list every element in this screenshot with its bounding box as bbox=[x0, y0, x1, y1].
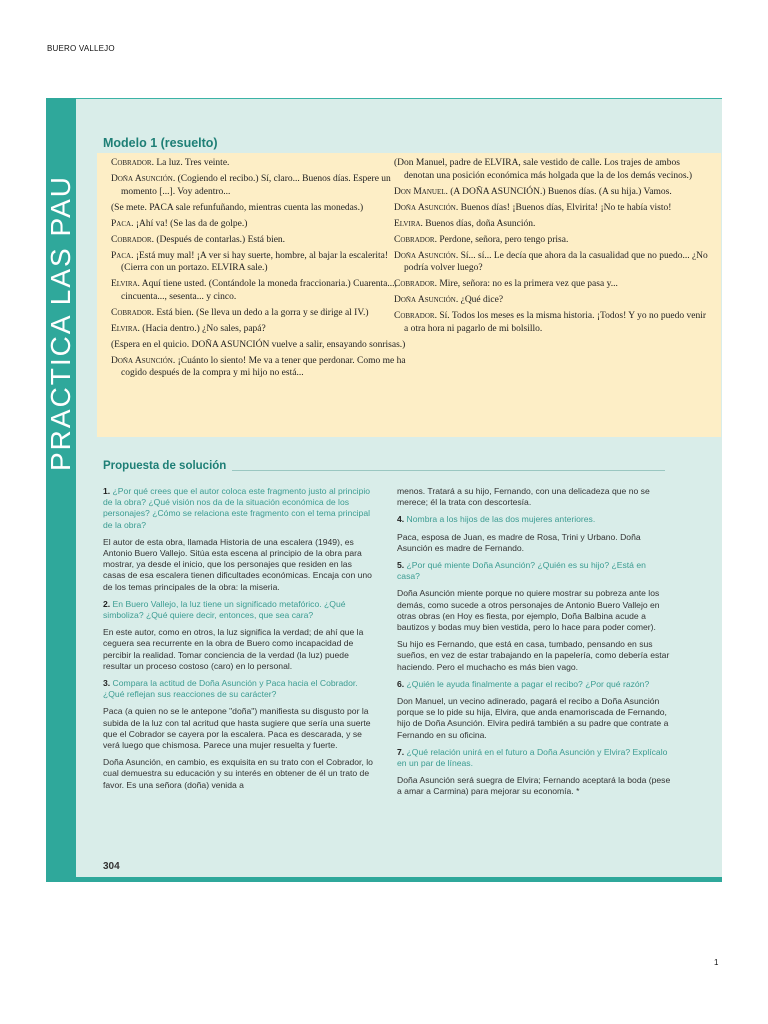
dialogue-text: Buenos días! ¡Buenos días, Elvirita! ¡No te había visto! bbox=[458, 202, 672, 213]
answer-paragraph: Doña Asunción, en cambio, es exquisita en su trato con el Cobrador, lo cual demuestra su educación y su interés en obtener de él un trato de favor. Es una señora (doña) venida a bbox=[103, 757, 373, 790]
running-header: BUERO VALLEJO bbox=[47, 44, 115, 53]
textbook-page bbox=[46, 98, 722, 882]
speaker-name: Cobrador. bbox=[394, 311, 437, 321]
question bbox=[397, 679, 671, 690]
question bbox=[397, 514, 671, 525]
speaker-name: Cobrador. bbox=[111, 158, 154, 168]
dialogue-box bbox=[97, 153, 721, 437]
question-number: 1. bbox=[103, 486, 111, 496]
dialogue-text: Buenos días, doña Asunción. bbox=[422, 218, 536, 229]
answers-right-column bbox=[397, 486, 671, 804]
speaker-name: Doña Asunción. bbox=[111, 355, 176, 366]
question-number: 3. bbox=[103, 678, 111, 689]
answer-paragraph: Su hijo es Fernando, que está en casa, tumbado, pensando en sus sueños, en vez de estar trabajando en la papelería, como debería estar haciendo. Pero el muchacho es más bien vago. bbox=[397, 639, 670, 672]
speaker-name: Paca. bbox=[111, 250, 134, 261]
dialogue-text: (A DOÑA ASUNCIÓN.) Buenos días. (A su hija.) Vamos. bbox=[447, 186, 672, 197]
question-number: 4. bbox=[397, 514, 405, 525]
dialogue-text: (Cogiendo el recibo.) Sí, claro... Buenos días. Espere un momento [...]. Voy adentro... bbox=[121, 174, 391, 197]
dialogue-text: ¿Qué dice? bbox=[458, 295, 504, 305]
dialogue-line bbox=[111, 173, 411, 198]
dialogue-line bbox=[394, 186, 712, 199]
dialogue-line bbox=[394, 218, 712, 231]
answer-paragraph: Don Manuel, un vecino adinerado, pagará el recibo a Doña Asunción porque se lo pide su hija, Elvira, que anda enamoriscada de Fernando, hijo de Doña Asunción. Elvira pedirá también a su padre que contrate a Fernando en su oficina. bbox=[397, 696, 669, 740]
dialogue-line bbox=[111, 218, 411, 231]
answer-paragraph: En este autor, como en otros, la luz significa la verdad; de ahí que la ceguera sea recurrente en la obra de Buero como incapacidad de percibir la realidad. Tomar conciencia de la verdad (la luz) puede resultar un proceso costoso (caro) en lo personal. bbox=[103, 627, 364, 671]
dialogue-line bbox=[111, 234, 411, 247]
dialogue-line bbox=[394, 250, 712, 275]
dialogue-line bbox=[111, 339, 411, 352]
question-text: Compara la actitud de Doña Asunción y Paca hacia el Cobrador. ¿Qué reflejan sus reacciones de su carácter? bbox=[103, 678, 358, 700]
dialogue-text: ¡Cuánto lo siento! Me va a tener que perdonar. Como me ha cogido después de la compra y mi hijo no está... bbox=[121, 355, 406, 378]
sidebar-band bbox=[46, 98, 76, 877]
speaker-name: Doña Asunción. bbox=[394, 250, 459, 261]
question-text: ¿Quién le ayuda finalmente a pagar el recibo? ¿Por qué razón? bbox=[404, 678, 650, 689]
sidebar-label: PRACTICA LAS PAU bbox=[45, 174, 76, 472]
question bbox=[103, 486, 375, 531]
answer-paragraph: menos. Tratará a su hijo, Fernando, con una delicadeza que no se merece; él la trata con descortesía. bbox=[397, 486, 650, 508]
answer-paragraph: Doña Asunción miente porque no quiere mostrar su pobreza ante los demás, como sucede a otros personajes de Antonio Buero Vallejo en otras obras (en Hoy es fiesta, por ejemplo, Doña Balbina acude a bautizos y bodas muy bien vestida, pero lo hace para poder comer). bbox=[397, 588, 660, 633]
question-text: En Buero Vallejo, la luz tiene un significado metafórico. ¿Qué simboliza? ¿Qué quiere decir, entonces, que sea cara? bbox=[103, 598, 346, 621]
answer-paragraph: Doña Asunción será suegra de Elvira; Fernando aceptará la boda (pese a amar a Carmina) para mejorar su economía. * bbox=[397, 775, 671, 797]
dialogue-text: (Hacia dentro.) ¿No sales, papá? bbox=[139, 323, 266, 334]
dialogue-left-column bbox=[111, 157, 411, 383]
folio-number: 304 bbox=[103, 861, 120, 872]
speaker-name: Don Manuel. bbox=[394, 186, 448, 197]
dialogue-line bbox=[394, 294, 712, 307]
speaker-name: Doña Asunción. bbox=[394, 295, 459, 305]
question-number: 6. bbox=[397, 678, 405, 689]
speaker-name: Paca. bbox=[111, 218, 134, 229]
dialogue-text: Está bien. (Se lleva un dedo a la gorra y se dirige al IV.) bbox=[153, 307, 369, 318]
modelo-title: Modelo 1 (resuelto) bbox=[103, 136, 218, 150]
speaker-name: Cobrador. bbox=[111, 307, 154, 318]
top-rule bbox=[46, 98, 722, 99]
answers-left-column bbox=[103, 486, 375, 797]
question-text: Nombra a los hijos de las dos mujeres anteriores. bbox=[404, 514, 596, 525]
speaker-name: Doña Asunción. bbox=[394, 202, 459, 213]
dialogue-text: Aquí tiene usted. (Contándole la moneda fraccionaria.) Cuarenta..., cincuenta..., sesenta... y cinco. bbox=[121, 279, 397, 302]
question-text: ¿Qué relación unirá en el futuro a Doña Asunción y Elvira? Explícalo en un par de líneas. bbox=[397, 746, 668, 769]
dialogue-line bbox=[111, 202, 411, 215]
bottom-rule bbox=[46, 877, 722, 882]
page-number: 1 bbox=[714, 958, 719, 967]
question bbox=[103, 599, 375, 621]
speaker-name: Cobrador. bbox=[111, 234, 154, 245]
answer-paragraph: Paca, esposa de Juan, es madre de Rosa, Trini y Urbano. Doña Asunción es madre de Fernando. bbox=[397, 531, 641, 553]
dialogue-line bbox=[394, 278, 712, 291]
dialogue-line bbox=[394, 157, 712, 182]
dialogue-line bbox=[111, 250, 411, 275]
question bbox=[397, 747, 671, 769]
dialogue-text: ¡Ahí va! (Se las da de golpe.) bbox=[133, 218, 248, 229]
speaker-name: Doña Asunción. bbox=[111, 174, 176, 184]
question-text: ¿Por qué miente Doña Asunción? ¿Quién es su hijo? ¿Está en casa? bbox=[397, 560, 646, 582]
dialogue-text: Mire, señora: no es la primera vez que pasa y... bbox=[436, 279, 618, 289]
dialogue-line bbox=[111, 278, 411, 303]
speaker-name: Elvira. bbox=[111, 323, 140, 334]
title-rule bbox=[232, 470, 665, 471]
question-number: 7. bbox=[397, 746, 405, 757]
dialogue-text: (Don Manuel, padre de ELVIRA, sale vestido de calle. Los trajes de ambos denotan una posición económica más holgada que la de los demás vecinos.) bbox=[394, 158, 693, 181]
question-text: ¿Por qué crees que el autor coloca este fragmento justo al principio de la obra? ¿Qué visión nos da de la situación económica de los personajes? ¿Cómo se relaciona este fragmento con el tema principal de la obra? bbox=[103, 486, 371, 530]
dialogue-text: ¡Está muy mal! ¡A ver si hay suerte, hombre, al bajar la escalerita! (Cierra con un portazo. ELVIRA sale.) bbox=[121, 250, 389, 273]
answer-paragraph: Paca (a quien no se le antepone "doña") manifiesta su disgusto por la subida de la luz con tal acritud que hasta sugiere que sería una suerte que el Cobrador se cayera por la escalera. Paca es descarada, y se verá luego que chismosa. Parece una mujer resuelta y fuerte. bbox=[103, 706, 371, 751]
dialogue-line bbox=[394, 202, 712, 215]
dialogue-text: Perdone, señora, pero tengo prisa. bbox=[436, 234, 569, 245]
question-number: 2. bbox=[103, 598, 111, 609]
dialogue-text: Sí. Todos los meses es la misma historia. ¡Todos! Y yo no puedo venir a otra hora ni pagarlo de mi bolsillo. bbox=[404, 311, 706, 334]
dialogue-line bbox=[111, 157, 411, 170]
speaker-name: Cobrador. bbox=[394, 234, 437, 245]
dialogue-text: La luz. Tres veinte. bbox=[153, 158, 230, 168]
dialogue-text: (Se mete. PACA sale refunfuñando, mientras cuenta las monedas.) bbox=[111, 202, 364, 213]
answer-paragraph: El autor de esta obra, llamada Historia de una escalera (1949), es Antonio Buero Vallejo. Sitúa esta escena al principio de la obra para mostrar, ya desde el inicio, que los personajes que residen en las casas de esa escalera tienen dificultades económicas. Encaja con uno de los temas principales de la obra: la miseria. bbox=[103, 536, 372, 592]
speaker-name: Elvira. bbox=[394, 218, 423, 229]
dialogue-right-column bbox=[394, 157, 712, 339]
dialogue-line bbox=[111, 307, 411, 320]
speaker-name: Elvira. bbox=[111, 279, 140, 289]
dialogue-text: (Después de contarlas.) Está bien. bbox=[153, 234, 286, 245]
question bbox=[103, 678, 375, 700]
dialogue-text: (Espera en el quicio. DOÑA ASUNCIÓN vuelve a salir, ensayando sonrisas.) bbox=[111, 339, 406, 350]
speaker-name: Cobrador. bbox=[394, 279, 437, 289]
dialogue-line bbox=[111, 355, 411, 380]
question-number: 5. bbox=[397, 560, 405, 571]
propuesta-title: Propuesta de solución bbox=[103, 460, 227, 472]
dialogue-line bbox=[394, 310, 712, 335]
dialogue-line bbox=[394, 234, 712, 247]
dialogue-text: Sí... sí... Le decía que ahora da la casualidad que no puedo... ¿No podría volver luego? bbox=[404, 250, 708, 273]
dialogue-line bbox=[111, 323, 411, 336]
question bbox=[397, 560, 671, 582]
